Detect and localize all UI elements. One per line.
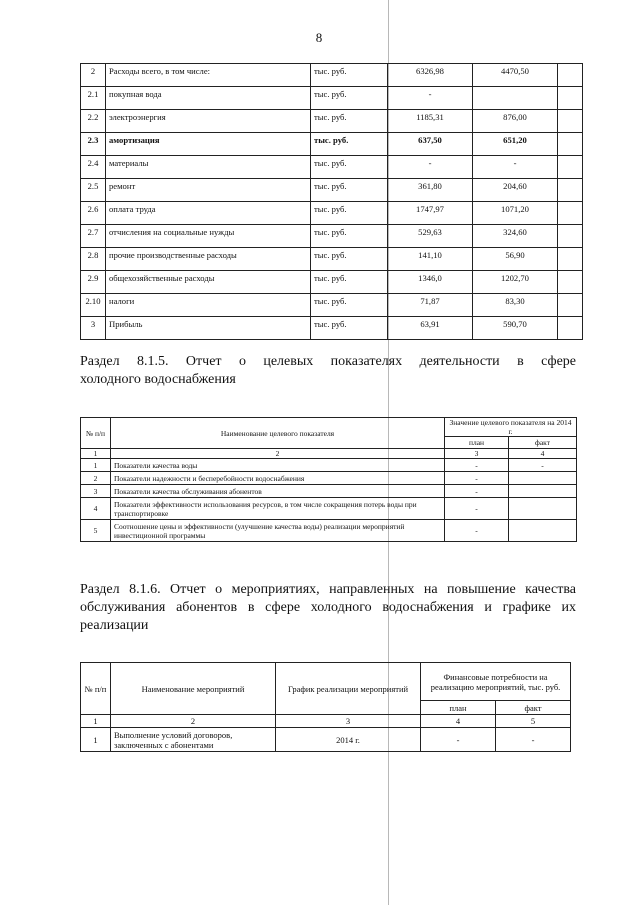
table-row bbox=[81, 317, 583, 340]
row-unit: тыс. руб. bbox=[311, 179, 388, 202]
row-fact bbox=[509, 485, 577, 498]
header-indicator-name: Наименование целевого показателя bbox=[111, 418, 445, 449]
row-unit: тыс. руб. bbox=[311, 64, 388, 87]
row-fact: 4470,50 bbox=[473, 64, 558, 87]
row-fact: - bbox=[473, 156, 558, 179]
row-fact: 56,90 bbox=[473, 248, 558, 271]
row-name: Показатели надежности и бесперебойности водоснабжения bbox=[111, 472, 445, 485]
index-cell: 2 bbox=[111, 449, 445, 459]
index-cell: 3 bbox=[445, 449, 509, 459]
row-fact: 324,60 bbox=[473, 225, 558, 248]
row-unit: тыс. руб. bbox=[311, 110, 388, 133]
row-unit: тыс. руб. bbox=[311, 87, 388, 110]
row-num: 1 bbox=[81, 459, 111, 472]
row-name: Показатели эффективности использования ресурсов, в том числе сокращения потерь воды при транспортировке bbox=[111, 498, 445, 520]
header-measure-name: Наименование мероприятий bbox=[111, 663, 276, 715]
table-row bbox=[81, 294, 583, 317]
expenses-table bbox=[80, 63, 583, 340]
row-name: Показатели качества воды bbox=[111, 459, 445, 472]
row-fact: - bbox=[509, 459, 577, 472]
row-extra bbox=[558, 133, 583, 156]
row-extra bbox=[558, 248, 583, 271]
header-schedule: График реализации мероприятий bbox=[276, 663, 421, 715]
row-plan: 71,87 bbox=[388, 294, 473, 317]
section-heading-line: Раздел 8.1.5. Отчет о целевых показателях деятельности в сфере bbox=[80, 354, 576, 369]
row-unit: тыс. руб. bbox=[311, 133, 388, 156]
header-fact: факт bbox=[496, 701, 571, 715]
row-name: ремонт bbox=[106, 179, 311, 202]
row-num: 3 bbox=[81, 485, 111, 498]
row-fact bbox=[509, 472, 577, 485]
index-cell: 5 bbox=[496, 715, 571, 728]
row-extra bbox=[558, 317, 583, 340]
row-plan: 529,63 bbox=[388, 225, 473, 248]
row-fact: 1202,70 bbox=[473, 271, 558, 294]
header-num: № п/п bbox=[81, 418, 111, 449]
row-plan: 6326,98 bbox=[388, 64, 473, 87]
row-name: общехозяйственные расходы bbox=[106, 271, 311, 294]
row-unit: тыс. руб. bbox=[311, 248, 388, 271]
row-fact: 590,70 bbox=[473, 317, 558, 340]
row-num: 2.9 bbox=[81, 271, 106, 294]
section-heading-line: обслуживания абонентов в сфере холодного водоснабжения и графике их bbox=[80, 600, 576, 615]
row-plan: 361,80 bbox=[388, 179, 473, 202]
row-fact bbox=[509, 498, 577, 520]
row-unit: тыс. руб. bbox=[311, 156, 388, 179]
row-num: 5 bbox=[81, 520, 111, 542]
row-fact bbox=[509, 520, 577, 542]
table-row bbox=[81, 202, 583, 225]
row-extra bbox=[558, 179, 583, 202]
index-cell: 4 bbox=[509, 449, 577, 459]
section-heading-8-1-6 bbox=[80, 581, 576, 635]
table-row bbox=[81, 520, 577, 542]
table-row bbox=[81, 87, 583, 110]
row-num: 2.7 bbox=[81, 225, 106, 248]
row-plan: 637,50 bbox=[388, 133, 473, 156]
row-num: 2.6 bbox=[81, 202, 106, 225]
row-extra bbox=[558, 110, 583, 133]
row-name: оплата труда bbox=[106, 202, 311, 225]
index-cell: 1 bbox=[81, 449, 111, 459]
row-fact: 1071,20 bbox=[473, 202, 558, 225]
header-plan: план bbox=[445, 437, 509, 449]
row-plan: 1747,97 bbox=[388, 202, 473, 225]
row-unit: тыс. руб. bbox=[311, 271, 388, 294]
table-row bbox=[81, 459, 577, 472]
row-fact: - bbox=[496, 728, 571, 752]
header-finance: Финансовые потребности на реализацию мероприятий, тыс. руб. bbox=[421, 663, 571, 701]
row-schedule: 2014 г. bbox=[276, 728, 421, 752]
row-extra bbox=[558, 156, 583, 179]
row-name: амортизация bbox=[106, 133, 311, 156]
row-num: 4 bbox=[81, 498, 111, 520]
row-num: 2.5 bbox=[81, 179, 106, 202]
row-plan: 1185,31 bbox=[388, 110, 473, 133]
row-num: 2.3 bbox=[81, 133, 106, 156]
index-cell: 3 bbox=[276, 715, 421, 728]
row-plan: - bbox=[445, 520, 509, 542]
table-row bbox=[81, 156, 583, 179]
row-extra bbox=[558, 64, 583, 87]
table-row bbox=[81, 64, 583, 87]
section-heading-line: реализации bbox=[80, 618, 149, 633]
index-cell: 2 bbox=[111, 715, 276, 728]
row-fact: 204,60 bbox=[473, 179, 558, 202]
section-heading-8-1-5 bbox=[80, 353, 576, 389]
row-plan: 1346,0 bbox=[388, 271, 473, 294]
row-name: Прибыль bbox=[106, 317, 311, 340]
row-plan: - bbox=[445, 485, 509, 498]
row-fact: 876,00 bbox=[473, 110, 558, 133]
row-num: 2.1 bbox=[81, 87, 106, 110]
row-num: 2 bbox=[81, 64, 106, 87]
row-extra bbox=[558, 87, 583, 110]
row-extra bbox=[558, 202, 583, 225]
row-fact: 651,20 bbox=[473, 133, 558, 156]
row-unit: тыс. руб. bbox=[311, 317, 388, 340]
row-fact bbox=[473, 87, 558, 110]
row-num: 2.8 bbox=[81, 248, 106, 271]
row-num: 2.10 bbox=[81, 294, 106, 317]
header-plan: план bbox=[421, 701, 496, 715]
row-plan: - bbox=[388, 156, 473, 179]
table-row bbox=[81, 271, 583, 294]
row-num: 2.2 bbox=[81, 110, 106, 133]
row-extra bbox=[558, 271, 583, 294]
index-cell: 4 bbox=[421, 715, 496, 728]
row-unit: тыс. руб. bbox=[311, 202, 388, 225]
row-name: материалы bbox=[106, 156, 311, 179]
index-cell: 1 bbox=[81, 715, 111, 728]
row-num: 3 bbox=[81, 317, 106, 340]
row-unit: тыс. руб. bbox=[311, 225, 388, 248]
row-extra bbox=[558, 294, 583, 317]
row-name: налоги bbox=[106, 294, 311, 317]
page-number: 8 bbox=[315, 30, 323, 45]
row-num: 2.4 bbox=[81, 156, 106, 179]
row-plan: - bbox=[445, 498, 509, 520]
row-plan: - bbox=[388, 87, 473, 110]
table-row bbox=[81, 728, 571, 752]
table-row bbox=[81, 248, 583, 271]
row-plan: 141,10 bbox=[388, 248, 473, 271]
row-fact: 83,30 bbox=[473, 294, 558, 317]
row-name: электроэнергия bbox=[106, 110, 311, 133]
row-name: прочие производственные расходы bbox=[106, 248, 311, 271]
row-plan: 63,91 bbox=[388, 317, 473, 340]
table-row bbox=[81, 133, 583, 156]
measures-table bbox=[80, 662, 571, 752]
row-name: Выполнение условий договоров, заключенных с абонентами bbox=[111, 728, 276, 752]
row-name: покупная вода bbox=[106, 87, 311, 110]
row-plan: - bbox=[445, 459, 509, 472]
row-extra bbox=[558, 225, 583, 248]
section-heading-line: Раздел 8.1.6. Отчет о мероприятиях, направленных на повышение качества bbox=[80, 582, 576, 597]
table-row bbox=[81, 110, 583, 133]
table-row bbox=[81, 225, 583, 248]
header-indicator-value: Значение целевого показателя на 2014 г. bbox=[445, 418, 577, 437]
header-num: № п/п bbox=[81, 663, 111, 715]
row-name: Показатели качества обслуживания абонентов bbox=[111, 485, 445, 498]
table-row bbox=[81, 485, 577, 498]
row-plan: - bbox=[421, 728, 496, 752]
row-num: 2 bbox=[81, 472, 111, 485]
target-indicators-table bbox=[80, 417, 577, 542]
header-fact: факт bbox=[509, 437, 577, 449]
table-row bbox=[81, 179, 583, 202]
row-name: Соотношение цены и эффективности (улучшение качества воды) реализации мероприятий инвестиционной программы bbox=[111, 520, 445, 542]
row-plan: - bbox=[445, 472, 509, 485]
row-name: отчисления на социальные нужды bbox=[106, 225, 311, 248]
row-unit: тыс. руб. bbox=[311, 294, 388, 317]
table-row bbox=[81, 498, 577, 520]
section-heading-line: холодного водоснабжения bbox=[80, 372, 236, 387]
row-name: Расходы всего, в том числе: bbox=[106, 64, 311, 87]
table-row bbox=[81, 472, 577, 485]
row-num: 1 bbox=[81, 728, 111, 752]
